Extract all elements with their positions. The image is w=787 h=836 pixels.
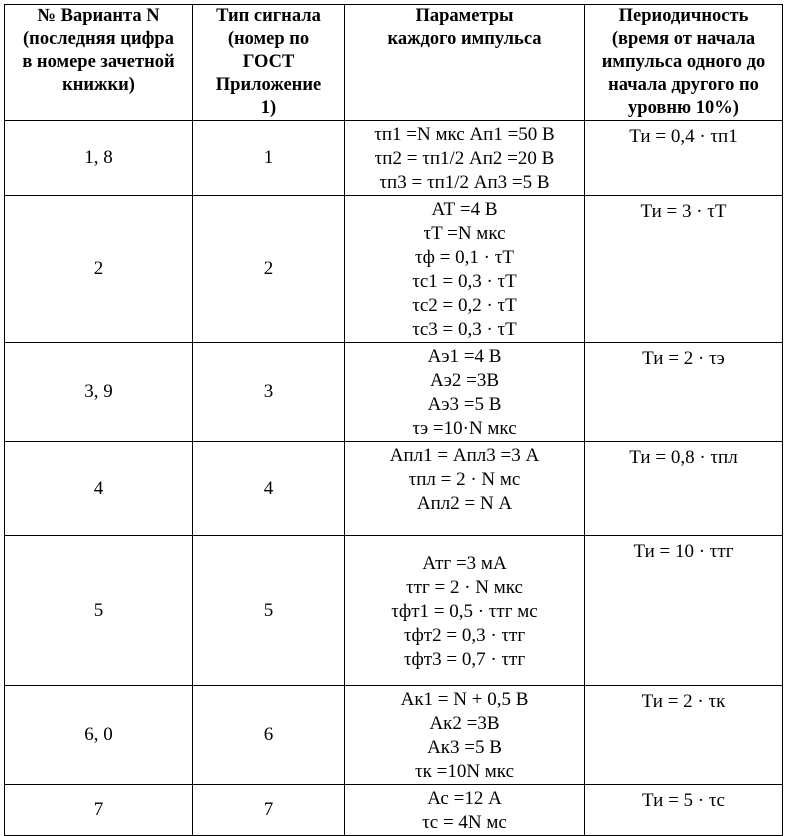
period-cell: Ти = 0,4 · τп1 [585,121,783,196]
type-cell: 3 [193,343,345,442]
type-cell: 6 [193,686,345,785]
params-cell: Ас =12 А τс = 4N мс [345,785,585,836]
header-signal-type: Тип сигнала (номер по ГОСТ Приложение 1) [193,5,345,121]
variant-cell: 6, 0 [5,686,193,785]
table-row [5,196,783,343]
header-row [5,5,783,121]
variant-cell: 7 [5,785,193,836]
variant-cell: 2 [5,196,193,343]
type-cell: 4 [193,442,345,536]
table-row [5,686,783,785]
period-cell: Ти = 3 · τT [585,196,783,343]
period-cell: Ти = 5 · τс [585,785,783,836]
header-parameters: Параметры каждого импульса [345,5,585,121]
params-cell: Аэ1 =4 В Аэ2 =3В Аэ3 =5 В τэ =10·N мкс [345,343,585,442]
variant-cell: 5 [5,536,193,686]
header-variant: № Варианта N (последняя цифра в номере зачетной книжки) [5,5,193,121]
params-cell: АТ =4 В τT =N мкс τф = 0,1 · τT τс1 = 0,3 · τT τс2 = 0,2 · τT τс3 = 0,3 · τT [345,196,585,343]
variant-cell: 1, 8 [5,121,193,196]
type-cell: 1 [193,121,345,196]
header-periodicity: Периодичность (время от начала импульса одного до начала другого по уровню 10%) [585,5,783,121]
table-row [5,121,783,196]
table-row [5,536,783,686]
variant-cell: 4 [5,442,193,536]
type-cell: 2 [193,196,345,343]
variants-table [4,4,783,836]
table-row [5,785,783,836]
type-cell: 5 [193,536,345,686]
params-cell: Апл1 = Апл3 =3 А τпл = 2 · N мс Апл2 = N А [345,442,585,536]
params-cell: τп1 =N мкс Aп1 =50 В τп2 = τп1/2 Aп2 =20 В τп3 = τп1/2 Aп3 =5 В [345,121,585,196]
params-cell: Атг =3 мА τтг = 2 · N мкс τфт1 = 0,5 · τтг мс τфт2 = 0,3 · τтг τфт3 = 0,7 · τтг [345,536,585,686]
variant-cell: 3, 9 [5,343,193,442]
table-row [5,442,783,536]
period-cell: Ти = 0,8 · τпл [585,442,783,536]
period-cell: Ти = 2 · τэ [585,343,783,442]
table-row [5,343,783,442]
type-cell: 7 [193,785,345,836]
params-cell: Ак1 = N + 0,5 В Ак2 =3В Ак3 =5 В τк =10N мкс [345,686,585,785]
period-cell: Ти = 2 · τк [585,686,783,785]
period-cell: Ти = 10 · τтг [585,536,783,686]
